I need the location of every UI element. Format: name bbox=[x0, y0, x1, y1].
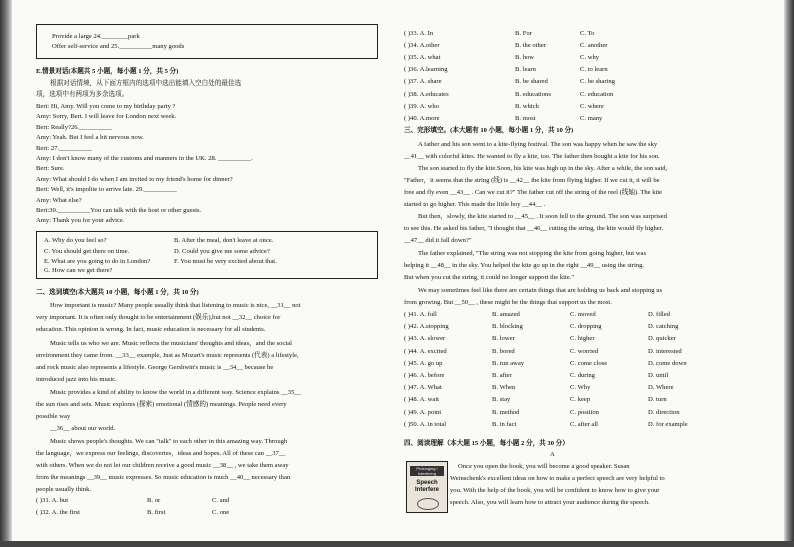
option-c: C. position bbox=[570, 408, 599, 416]
top-box-line: Provide a large 24.________park bbox=[52, 33, 140, 40]
cloze-line: from growing. But __50__ , these might be the things that support us the most. bbox=[404, 299, 612, 306]
passage-line: Music shows people's thoughts. We can "talk" to each other in this amazing way. Through bbox=[50, 438, 288, 445]
option-b: B. run away bbox=[492, 359, 525, 367]
scan-edge-right bbox=[784, 0, 794, 547]
cloze-line: started to go higher. This made the little boy __44__ . bbox=[404, 201, 546, 208]
option-row: ( )43. A. slower bbox=[404, 335, 446, 343]
choice-row: ( )33. A. In bbox=[404, 30, 434, 37]
dialog-line: Bert: 27.__________ bbox=[36, 144, 93, 152]
passage-line: and rock music also represents a lifestyle. George Gershwin's music is __34__ because he bbox=[36, 364, 274, 371]
section-e-instruction: 根据对话情境，从下面方框内的选项中选出能填入空白处的最佳选 bbox=[50, 80, 242, 87]
top-box bbox=[36, 24, 378, 59]
option-row: ( )41. A. full bbox=[404, 311, 437, 318]
cloze-line: The father explained, "The string was not stopping the kite from going higher, but was bbox=[418, 250, 647, 257]
option-c: C. higher bbox=[570, 335, 595, 343]
choice-row: ( )38. A.educates bbox=[404, 90, 449, 98]
cloze-line: free and fly even __43__ . Can we cut it?" The father cut off the string of the reel (线轴). The kite bbox=[404, 189, 663, 196]
choice-option-b: B. the other bbox=[515, 42, 546, 50]
choice-option-c: C. be sharing bbox=[580, 78, 615, 86]
dialog-line: Amy: Yeah. But I feel a bit nervous now. bbox=[36, 134, 144, 142]
option-d: D. catching bbox=[648, 323, 679, 331]
option-f: F. You must be very excited about that. bbox=[174, 258, 277, 265]
option-b: B. stay bbox=[492, 396, 511, 404]
dialog-line: Amy: What else? bbox=[36, 196, 82, 204]
passage-line: from the meanings __39__ music expresses. So music education is much __40__ necessary than bbox=[36, 474, 291, 481]
dialog-line: Bert: Sure. bbox=[36, 165, 65, 173]
option-c: C. during bbox=[570, 372, 595, 379]
choice-option-b: B. educations bbox=[515, 90, 551, 98]
cloze-line: __41__ with colorful kites. He wanted to fly a kite, too. The father then bought a kite for his son. bbox=[404, 153, 660, 160]
section-e-instruction: 项，选项中有两项为多余选项。 bbox=[36, 91, 129, 98]
choice-option-b: B. most bbox=[515, 114, 536, 122]
option-b: B. After the meal, don't leave at once. bbox=[174, 237, 274, 244]
option-b: B. amazed bbox=[492, 311, 520, 318]
dialog-line: Amy: Thank you for your advice. bbox=[36, 217, 125, 225]
reading-line: Weinschenk's excellent ideas on how to make a perfect speech are very helpful to bbox=[450, 475, 665, 482]
dialog-line: Bert:30.__________You can talk with the host or other guests. bbox=[36, 207, 202, 214]
cloze-line: helping it __48__ in the sky. You helped the kite go up in the right __49__ using the string. bbox=[404, 262, 645, 269]
option-c: C. Why bbox=[570, 384, 591, 392]
option-c: C. dropping bbox=[570, 323, 602, 331]
option-g: G. How can we get there? bbox=[44, 267, 113, 274]
dialog-line: Amy: What should I do when I am invited to my friend's home for dinner? bbox=[36, 175, 233, 183]
top-box-line: Offer self-service and 25.__________many goods bbox=[52, 43, 185, 50]
option-row: ( )46. A. before bbox=[404, 372, 445, 379]
option-row: ( )49. A. point bbox=[404, 408, 442, 416]
dialog-line: Bert: Hi, Amy. Will you come to my birthday party ? bbox=[36, 103, 176, 110]
option-c: C. moved bbox=[570, 311, 596, 318]
passage-line: __36__ about our world. bbox=[50, 425, 116, 432]
passage-line: people usually think. bbox=[36, 486, 92, 493]
option-row: ( )44. A. excited bbox=[404, 347, 447, 355]
option-d: D. interested bbox=[648, 347, 682, 355]
choice-row: ( )40. A.more bbox=[404, 114, 440, 122]
scan-edge-bottom bbox=[0, 541, 794, 547]
option-d: D. turn bbox=[648, 396, 667, 404]
option-e: E. What are you going to do in London? bbox=[44, 258, 151, 265]
passage-line: introduced jazz into his music. bbox=[36, 376, 117, 383]
section-2-title: 二、选词填空(本大题共 10 小题，每小题 1 分，共 10 分) bbox=[36, 289, 199, 296]
option-row: ( )48. A. wait bbox=[404, 396, 439, 404]
choice-option-c: C. another bbox=[580, 42, 608, 50]
section-3-title: 三、完形填空。(本大题有 10 小题，每小题 1 分，共 10 分) bbox=[404, 127, 574, 134]
option-d: D. Where bbox=[648, 384, 674, 392]
passage-line: environment they came from. __33__ example, Just as Mozart's music represents (代表) a lifestyle, bbox=[36, 352, 299, 359]
cloze-line: to see this. He asked his father, "I thought that __46__ cutting the string, the kite would fly higher. bbox=[404, 225, 664, 232]
option-d: D. quicker bbox=[648, 335, 676, 343]
choice-option-c: C. why bbox=[580, 54, 600, 62]
option-row: ( )50. A. in total bbox=[404, 420, 447, 428]
cloze-line: But when you cut the string, it could no longer support the kite." bbox=[404, 274, 575, 281]
choice-option-c: C. to learn bbox=[580, 66, 608, 74]
section-e-title: E.情景对话(本题共 5 小题，每小题 1 分，共 5 分) bbox=[36, 68, 179, 75]
passage-line: How important is music? Many people usually think that listening to music is nice, __31__ not bbox=[50, 302, 301, 309]
reading-line: Once you open the book, you will become a good speaker. Susan bbox=[458, 463, 630, 470]
book-cover-label: Prolonging / Interfering bbox=[410, 466, 444, 476]
cloze-line: "Father，it seems that the string (线) is __42__ the kite from flying higher. If we cut it, it will be bbox=[404, 177, 660, 184]
passage-line: possible way bbox=[36, 413, 71, 420]
question-32: ( )32. A. the first bbox=[36, 509, 80, 516]
choice-option-c: C. many bbox=[580, 114, 603, 122]
cloze-line: We may sometimes feel like there are certain things that are holding us back and stopping us bbox=[418, 287, 663, 294]
choice-option-c: C. To bbox=[580, 30, 595, 37]
choice-row: ( )39. A. who bbox=[404, 102, 439, 110]
option-d: D. Could you give me some advice? bbox=[174, 248, 270, 255]
passage-line: education. This opinion is wrong. In fact, music education is necessary for all students. bbox=[36, 326, 266, 333]
passage-line: Music provides a kind of ability to know the world in a different way. Science explains __35__ bbox=[50, 389, 301, 396]
reading-line: speech. Also, you will learn how to attract your audience during the speech. bbox=[450, 499, 650, 506]
cloze-line: __47__ did it fall down?" bbox=[404, 237, 472, 244]
question-31-c: C. and bbox=[212, 497, 230, 504]
option-d: D. filled bbox=[648, 311, 670, 318]
choice-option-b: B. For bbox=[515, 30, 532, 37]
choice-row: ( )34. A.other bbox=[404, 42, 440, 50]
option-d: D. come down bbox=[648, 359, 687, 367]
cloze-line: The son started to fly the kite.Soon, his kite was high up in the sky. After a while, the son said, bbox=[418, 165, 668, 172]
choice-option-b: B. learn bbox=[515, 66, 536, 74]
option-c: C. after all bbox=[570, 420, 599, 428]
dialog-line: Amy: Sorry, Bert. I will leave for London next week. bbox=[36, 113, 177, 121]
passage-line: the language，we express our feelings, discoveries，ideas and hopes. All of these can __37__ bbox=[36, 450, 286, 457]
dialog-line: Amy: I don't know many of the customs and manners in the UK. 28. __________. bbox=[36, 155, 253, 162]
question-32-b: B. first bbox=[147, 509, 166, 516]
passage-line: very important. It is often only thought to be entertainment (娱乐),but not __32__ choice for bbox=[36, 314, 281, 321]
question-31-b: B. or bbox=[147, 497, 161, 504]
section-4-subtitle: A bbox=[550, 451, 555, 458]
choice-row: ( )36. A.learning bbox=[404, 66, 448, 74]
option-c: C. worried bbox=[570, 347, 599, 355]
option-c: C. come close bbox=[570, 359, 608, 367]
option-b: B. in fact bbox=[492, 420, 517, 428]
passage-line: Music tells us who we are. Music reflects the musicians' thoughts and ideas，and the social bbox=[50, 340, 292, 347]
choice-row: ( )37. A. share bbox=[404, 78, 442, 86]
book-cover-image bbox=[406, 461, 448, 513]
question-32-c: C. one bbox=[212, 509, 230, 516]
option-a: A. Why do you feel so? bbox=[44, 237, 107, 244]
passage-line: with others. When we do not let our children receive a good music __38__ , we take them away bbox=[36, 462, 289, 469]
scan-edge-left bbox=[0, 0, 12, 547]
option-d: D. direction bbox=[648, 408, 680, 416]
choice-option-b: B. which bbox=[515, 102, 539, 110]
option-b: B. lower bbox=[492, 335, 515, 343]
dialog-line: Bert: Well, it's impolite to arrive late. 29.__________ bbox=[36, 186, 177, 194]
option-b: B. blocking bbox=[492, 323, 523, 331]
option-c: C. keep bbox=[570, 396, 591, 404]
choice-option-c: C. where bbox=[580, 102, 604, 110]
option-b: B. method bbox=[492, 408, 520, 416]
option-b: B. When bbox=[492, 384, 516, 392]
reading-line: you. With the help of the book, you will be confident to know how to give your bbox=[450, 487, 660, 494]
option-b: B. bored bbox=[492, 347, 515, 355]
question-31: ( )31. A. but bbox=[36, 497, 69, 504]
choice-option-b: B. how bbox=[515, 54, 535, 62]
book-cover-title: Speech Interfere bbox=[414, 480, 439, 493]
option-d: D. for example bbox=[648, 420, 688, 428]
book-cover-figure bbox=[417, 498, 439, 510]
section-4-title: 四、阅读理解（本大题 15 小题，每小题 2 分，共 30 分） bbox=[404, 440, 569, 447]
cloze-line: But then，slowly, the kite started to __45__ . It soon fell to the ground. The son was surprised bbox=[418, 213, 667, 220]
option-b: B. after bbox=[492, 372, 512, 379]
passage-line: the sun rises and sets. Music explores (探索) emotional (情感的) meanings. People need every bbox=[36, 401, 287, 408]
cloze-line: A father and his son went to a kite-flying festival. The son was happy when he saw the sky bbox=[418, 141, 658, 148]
option-c: C. You should get there on time. bbox=[44, 248, 130, 255]
dialog-line: Bert: Really?26.__________ bbox=[36, 123, 113, 131]
option-row: ( )47. A. What bbox=[404, 384, 442, 392]
choice-option-b: B. be shared bbox=[515, 78, 548, 86]
option-row: ( )45. A. go up bbox=[404, 359, 443, 367]
option-row: ( )42. A.stopping bbox=[404, 323, 449, 331]
option-d: D. until bbox=[648, 372, 669, 379]
choice-option-c: C. education bbox=[580, 90, 614, 98]
choice-row: ( )35. A. what bbox=[404, 54, 441, 62]
